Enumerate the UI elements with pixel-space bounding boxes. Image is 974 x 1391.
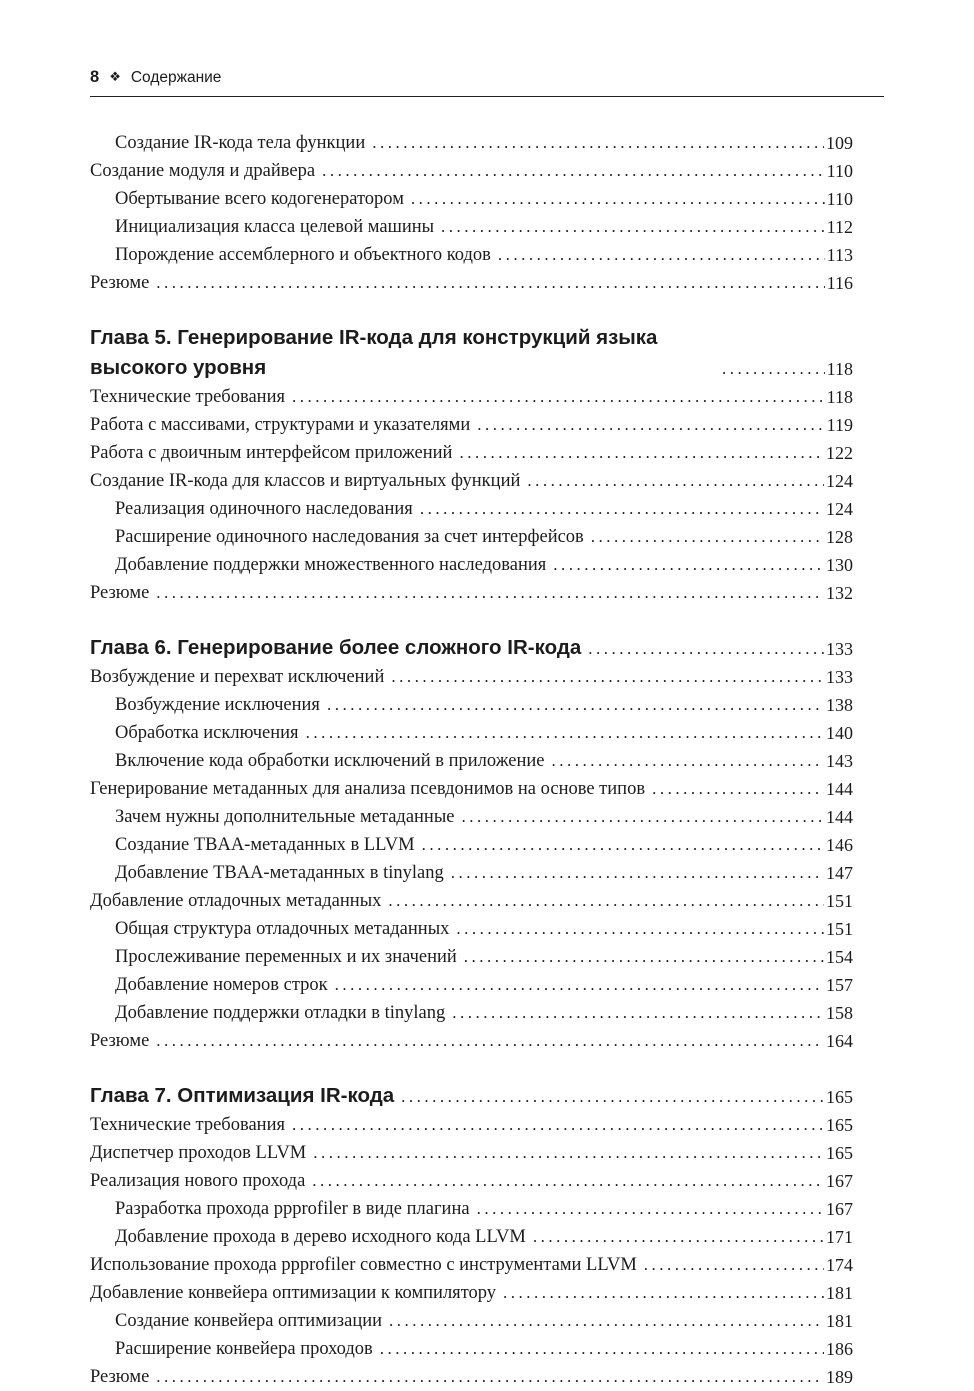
- toc-entry-title: Добавление прохода в дерево исходного кода LLVM: [115, 1227, 526, 1247]
- toc-dot-leader: [404, 185, 825, 213]
- toc-entry: [90, 887, 853, 915]
- toc-entry: [90, 157, 853, 185]
- toc-entry: [90, 523, 853, 551]
- toc-page-number: 119: [826, 415, 853, 435]
- toc-entry-title: Разработка прохода ppprofiler в виде плагина: [115, 1199, 470, 1219]
- toc-dot-leader: [373, 1335, 824, 1363]
- toc-entry: [90, 747, 853, 775]
- toc-entry: [90, 1363, 853, 1391]
- toc-page-number: 181: [826, 1311, 853, 1331]
- toc-page-number: 124: [826, 499, 853, 519]
- toc-dot-leader: [149, 1363, 824, 1391]
- toc-dot-leader: [491, 241, 825, 269]
- toc-entry: [90, 1307, 853, 1335]
- toc-chapter-entry: [90, 323, 853, 383]
- toc-entry: [90, 999, 853, 1027]
- toc-entry-title: Резюме: [90, 273, 150, 293]
- toc-entry: [90, 1195, 853, 1223]
- toc-entry-title: Добавление номеров строк: [115, 975, 328, 995]
- toc-entry: [90, 803, 853, 831]
- diamond-icon: ❖: [109, 69, 121, 84]
- toc-page-number: 151: [826, 919, 853, 939]
- toc-page-number: 165: [826, 1115, 853, 1135]
- toc-entry: [90, 411, 853, 439]
- toc-entry: [90, 1251, 853, 1279]
- toc-entry-title: Добавление отладочных метаданных: [90, 891, 382, 911]
- toc-entry: [90, 551, 853, 579]
- toc-entry-title: Порождение ассемблерного и объектного кодов: [115, 245, 491, 265]
- toc-entry-title: Добавление поддержки отладки в tinylang: [115, 1003, 446, 1023]
- toc-entry: [90, 439, 853, 467]
- page-header: [90, 68, 884, 97]
- toc-entry-title: Глава 6. Генерирование более сложного IR-кода: [90, 636, 582, 659]
- toc-entry: [90, 663, 853, 691]
- toc-page-number: 151: [826, 891, 853, 911]
- toc-page-number: 128: [826, 527, 853, 547]
- toc-entry-title: Работа с двоичным интерфейсом приложений: [90, 443, 453, 463]
- toc-dot-leader: [415, 831, 824, 859]
- toc-entry-title: Реализация одиночного наследования: [115, 499, 413, 519]
- toc-page-number: 181: [826, 1283, 853, 1303]
- toc-dot-leader: [457, 943, 824, 971]
- toc-page-number: 143: [826, 751, 853, 771]
- toc-dot-leader: [496, 1279, 824, 1307]
- toc-entry-title: Общая структура отладочных метаданных: [115, 919, 450, 939]
- toc-dot-leader: [645, 775, 824, 803]
- toc-dot-leader: [444, 859, 824, 887]
- toc-page-number: 132: [826, 583, 853, 603]
- toc-entry-title: Генерирование метаданных для анализа псевдонимов на основе типов: [90, 779, 646, 799]
- toc-dot-leader: [584, 523, 824, 551]
- toc-dot-leader: [306, 1139, 824, 1167]
- toc-entry: [90, 579, 853, 607]
- toc-dot-leader: [454, 803, 824, 831]
- toc-page-number: 109: [826, 133, 853, 153]
- toc-entry-title: Добавление TBAA-метаданных в tinylang: [115, 863, 444, 883]
- toc-entry-title: Добавление поддержки множественного наследования: [115, 555, 547, 575]
- toc-list: [90, 129, 853, 1391]
- toc-page-number: 138: [826, 695, 853, 715]
- toc-page-number: 133: [826, 667, 853, 687]
- toc-page-number: 146: [826, 835, 853, 855]
- toc-page-number: 171: [826, 1227, 853, 1247]
- toc-entry: [90, 775, 853, 803]
- toc-entry-title: Резюме: [90, 1031, 150, 1051]
- toc-page-number: 157: [826, 975, 853, 995]
- toc-entry: [90, 467, 853, 495]
- toc-entry: [90, 971, 853, 999]
- toc-page-number: 144: [826, 779, 853, 799]
- toc-page-number: 133: [826, 639, 853, 659]
- toc-dot-leader: [470, 1195, 824, 1223]
- toc-entry-title: Обертывание всего кодогенератором: [115, 189, 404, 209]
- toc-entry-title: Создание TBAA-метаданных в LLVM: [115, 835, 415, 855]
- toc-entry: [90, 719, 853, 747]
- toc-entry-title: Зачем нужны дополнительные метаданные: [115, 807, 455, 827]
- toc-entry-title: Реализация нового прохода: [90, 1171, 306, 1191]
- toc-entry: [90, 1167, 853, 1195]
- toc-entry-title: Создание IR-кода для классов и виртуальных функций: [90, 471, 521, 491]
- toc-dot-leader: [149, 269, 824, 297]
- toc-dot-leader: [445, 999, 824, 1027]
- header-title: Содержание: [130, 69, 222, 86]
- toc-page-number: 130: [826, 555, 853, 575]
- toc-chapter-entry: [90, 633, 853, 663]
- toc-dot-leader: [285, 383, 825, 411]
- toc-page-number: 167: [826, 1199, 853, 1219]
- toc-entry: [90, 859, 853, 887]
- toc-dot-leader: [394, 1083, 824, 1111]
- toc-dot-leader: [452, 439, 824, 467]
- toc-entry-title: Включение кода обработки исключений в приложение: [115, 751, 545, 771]
- page-number: 8: [90, 68, 100, 86]
- toc-page-number: 164: [826, 1031, 853, 1051]
- toc-dot-leader: [149, 1027, 824, 1055]
- toc-entry: [90, 1223, 853, 1251]
- toc-entry: [90, 241, 853, 269]
- toc-dot-leader: [381, 887, 824, 915]
- toc-entry-title: Глава 5. Генерирование IR-кода для конструкций языка высокого уровня: [90, 326, 658, 379]
- toc-entry-title: Создание модуля и драйвера: [90, 161, 316, 181]
- toc-entry-title: Инициализация класса целевой машины: [115, 217, 435, 237]
- toc-entry: [90, 129, 853, 157]
- toc-dot-leader: [581, 635, 824, 663]
- toc-page-number: 165: [826, 1087, 853, 1107]
- toc-entry: [90, 1027, 853, 1055]
- toc-entry-title: Резюме: [90, 1367, 150, 1387]
- toc-page-number: 158: [826, 1003, 853, 1023]
- toc-entry: [90, 1111, 853, 1139]
- toc-entry: [90, 915, 853, 943]
- toc-entry-title: Возбуждение и перехват исключений: [90, 667, 385, 687]
- toc-entry: [90, 495, 853, 523]
- toc-dot-leader: [715, 355, 825, 383]
- toc-entry: [90, 185, 853, 213]
- toc-entry-title: Прослеживание переменных и их значений: [115, 947, 457, 967]
- toc-page-number: 147: [826, 863, 853, 883]
- toc-entry: [90, 269, 853, 297]
- toc-entry-title: Создание IR-кода тела функции: [115, 133, 366, 153]
- toc-dot-leader: [320, 691, 824, 719]
- toc-dot-leader: [315, 157, 825, 185]
- toc-page-number: 140: [826, 723, 853, 743]
- toc-entry-title: Работа с массивами, структурами и указателями: [90, 415, 471, 435]
- toc-dot-leader: [544, 747, 824, 775]
- toc-page-number: 110: [826, 189, 853, 209]
- toc-page-number: 113: [826, 245, 853, 265]
- toc-entry: [90, 691, 853, 719]
- toc-page-number: 186: [826, 1339, 853, 1359]
- toc-entry: [90, 1279, 853, 1307]
- toc-chapter-entry: [90, 1081, 853, 1111]
- toc-dot-leader: [149, 579, 824, 607]
- toc-dot-leader: [434, 213, 825, 241]
- toc-dot-leader: [470, 411, 824, 439]
- toc-entry-title: Технические требования: [90, 387, 285, 407]
- toc-dot-leader: [546, 551, 824, 579]
- toc-dot-leader: [382, 1307, 824, 1335]
- toc-entry-title: Добавление конвейера оптимизации к компилятору: [90, 1283, 497, 1303]
- toc-entry-title: Технические требования: [90, 1115, 285, 1135]
- toc-dot-leader: [413, 495, 824, 523]
- toc-dot-leader: [637, 1251, 824, 1279]
- toc-entry-title: Расширение одиночного наследования за счет интерфейсов: [115, 527, 584, 547]
- toc-entry-title: Резюме: [90, 583, 150, 603]
- toc-page-number: 154: [826, 947, 853, 967]
- toc-entry: [90, 831, 853, 859]
- toc-page-number: 144: [826, 807, 853, 827]
- toc-dot-leader: [299, 719, 824, 747]
- toc-entry-title: Расширение конвейера проходов: [115, 1339, 373, 1359]
- toc-entry: [90, 943, 853, 971]
- toc-entry-title: Создание конвейера оптимизации: [115, 1311, 383, 1331]
- toc-entry: [90, 383, 853, 411]
- toc-dot-leader: [365, 129, 824, 157]
- toc-page-number: 122: [826, 443, 853, 463]
- toc-dot-leader: [305, 1167, 824, 1195]
- toc-page-number: 116: [826, 273, 853, 293]
- toc-page-number: 174: [826, 1255, 853, 1275]
- toc-dot-leader: [285, 1111, 824, 1139]
- toc-page-number: 110: [826, 161, 853, 181]
- toc-page-number: 112: [826, 217, 853, 237]
- toc-entry-title: Глава 7. Оптимизация IR-кода: [90, 1084, 395, 1107]
- toc-page-number: 118: [826, 387, 853, 407]
- toc-dot-leader: [384, 663, 824, 691]
- toc-entry-title: Диспетчер проходов LLVM: [90, 1143, 307, 1163]
- toc-page-number: 124: [826, 471, 853, 491]
- toc-dot-leader: [520, 467, 824, 495]
- toc-page-number: 118: [826, 359, 853, 379]
- toc-entry-title: Возбуждение исключения: [115, 695, 320, 715]
- toc-dot-leader: [328, 971, 824, 999]
- toc-page-number: 165: [826, 1143, 853, 1163]
- toc-entry: [90, 1335, 853, 1363]
- toc-entry-title: Обработка исключения: [115, 723, 299, 743]
- toc-dot-leader: [449, 915, 824, 943]
- toc-page-number: 189: [826, 1367, 853, 1387]
- toc-entry: [90, 213, 853, 241]
- toc-page-number: 167: [826, 1171, 853, 1191]
- toc-entry: [90, 1139, 853, 1167]
- toc-dot-leader: [526, 1223, 824, 1251]
- toc-entry-title: Использование прохода ppprofiler совместно с инструментами LLVM: [90, 1255, 637, 1275]
